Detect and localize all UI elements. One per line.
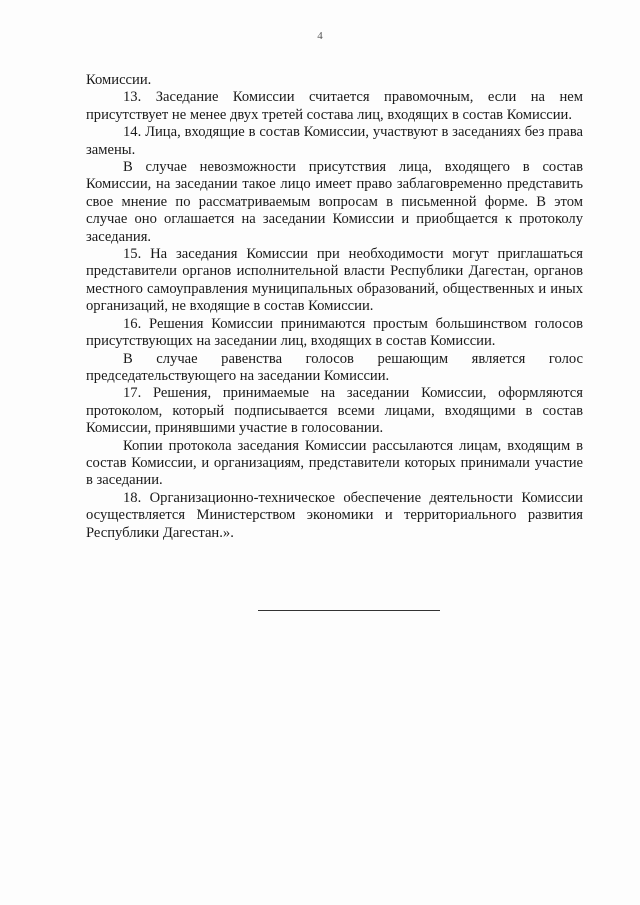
- paragraph-item-13: 13. Заседание Комиссии считается правомочным, если на нем присутствует не менее двух третей состава лиц, входящих в состав Комиссии.: [86, 89, 583, 123]
- closing-divider-line: [258, 610, 440, 611]
- paragraph-protocol-copies: Копии протокола заседания Комиссии рассылаются лицам, входящим в состав Комиссии, и организациям, представители которых принимали участие в заседании.: [86, 437, 583, 489]
- document-body: [86, 72, 583, 542]
- paragraph-item-18: 18. Организационно-техническое обеспечение деятельности Комиссии осуществляется Министерством экономики и территориального развития Республики Дагестан.».: [86, 489, 583, 541]
- paragraph-item-14: 14. Лица, входящие в состав Комиссии, участвуют в заседаниях без права замены.: [86, 124, 583, 158]
- page-number: 4: [317, 30, 323, 42]
- paragraph-continuation: Комиссии.: [86, 72, 152, 88]
- paragraph-item-16: 16. Решения Комиссии принимаются простым большинством голосов присутствующих на заседании лиц, входящих в состав Комиссии.: [86, 315, 583, 350]
- paragraph-item-15: 15. На заседания Комиссии при необходимости могут приглашаться представители органов исполнительной власти Республики Дагестан, органов местного самоуправления муниципальных образований, общественных и иных организаций, не входящие в состав Комиссии.: [86, 246, 583, 315]
- paragraph-item-17: 17. Решения, принимаемые на заседании Комиссии, оформляются протоколом, который подписывается всеми лицами, входящими в состав Комиссии, принявшими участие в голосовании.: [86, 385, 583, 437]
- paragraph-absence-opinion: В случае невозможности присутствия лица, входящего в состав Комиссии, на заседании такое лицо имеет право заблаговременно представить свое мнение по рассматриваемым вопросам в письменной форме. В этом случае оно оглашается на заседании Комиссии и приобщается к протоколу заседания.: [86, 159, 583, 245]
- paragraph-tie-vote: В случае равенства голосов решающим является голос председательствующего на заседании Комиссии.: [86, 350, 583, 384]
